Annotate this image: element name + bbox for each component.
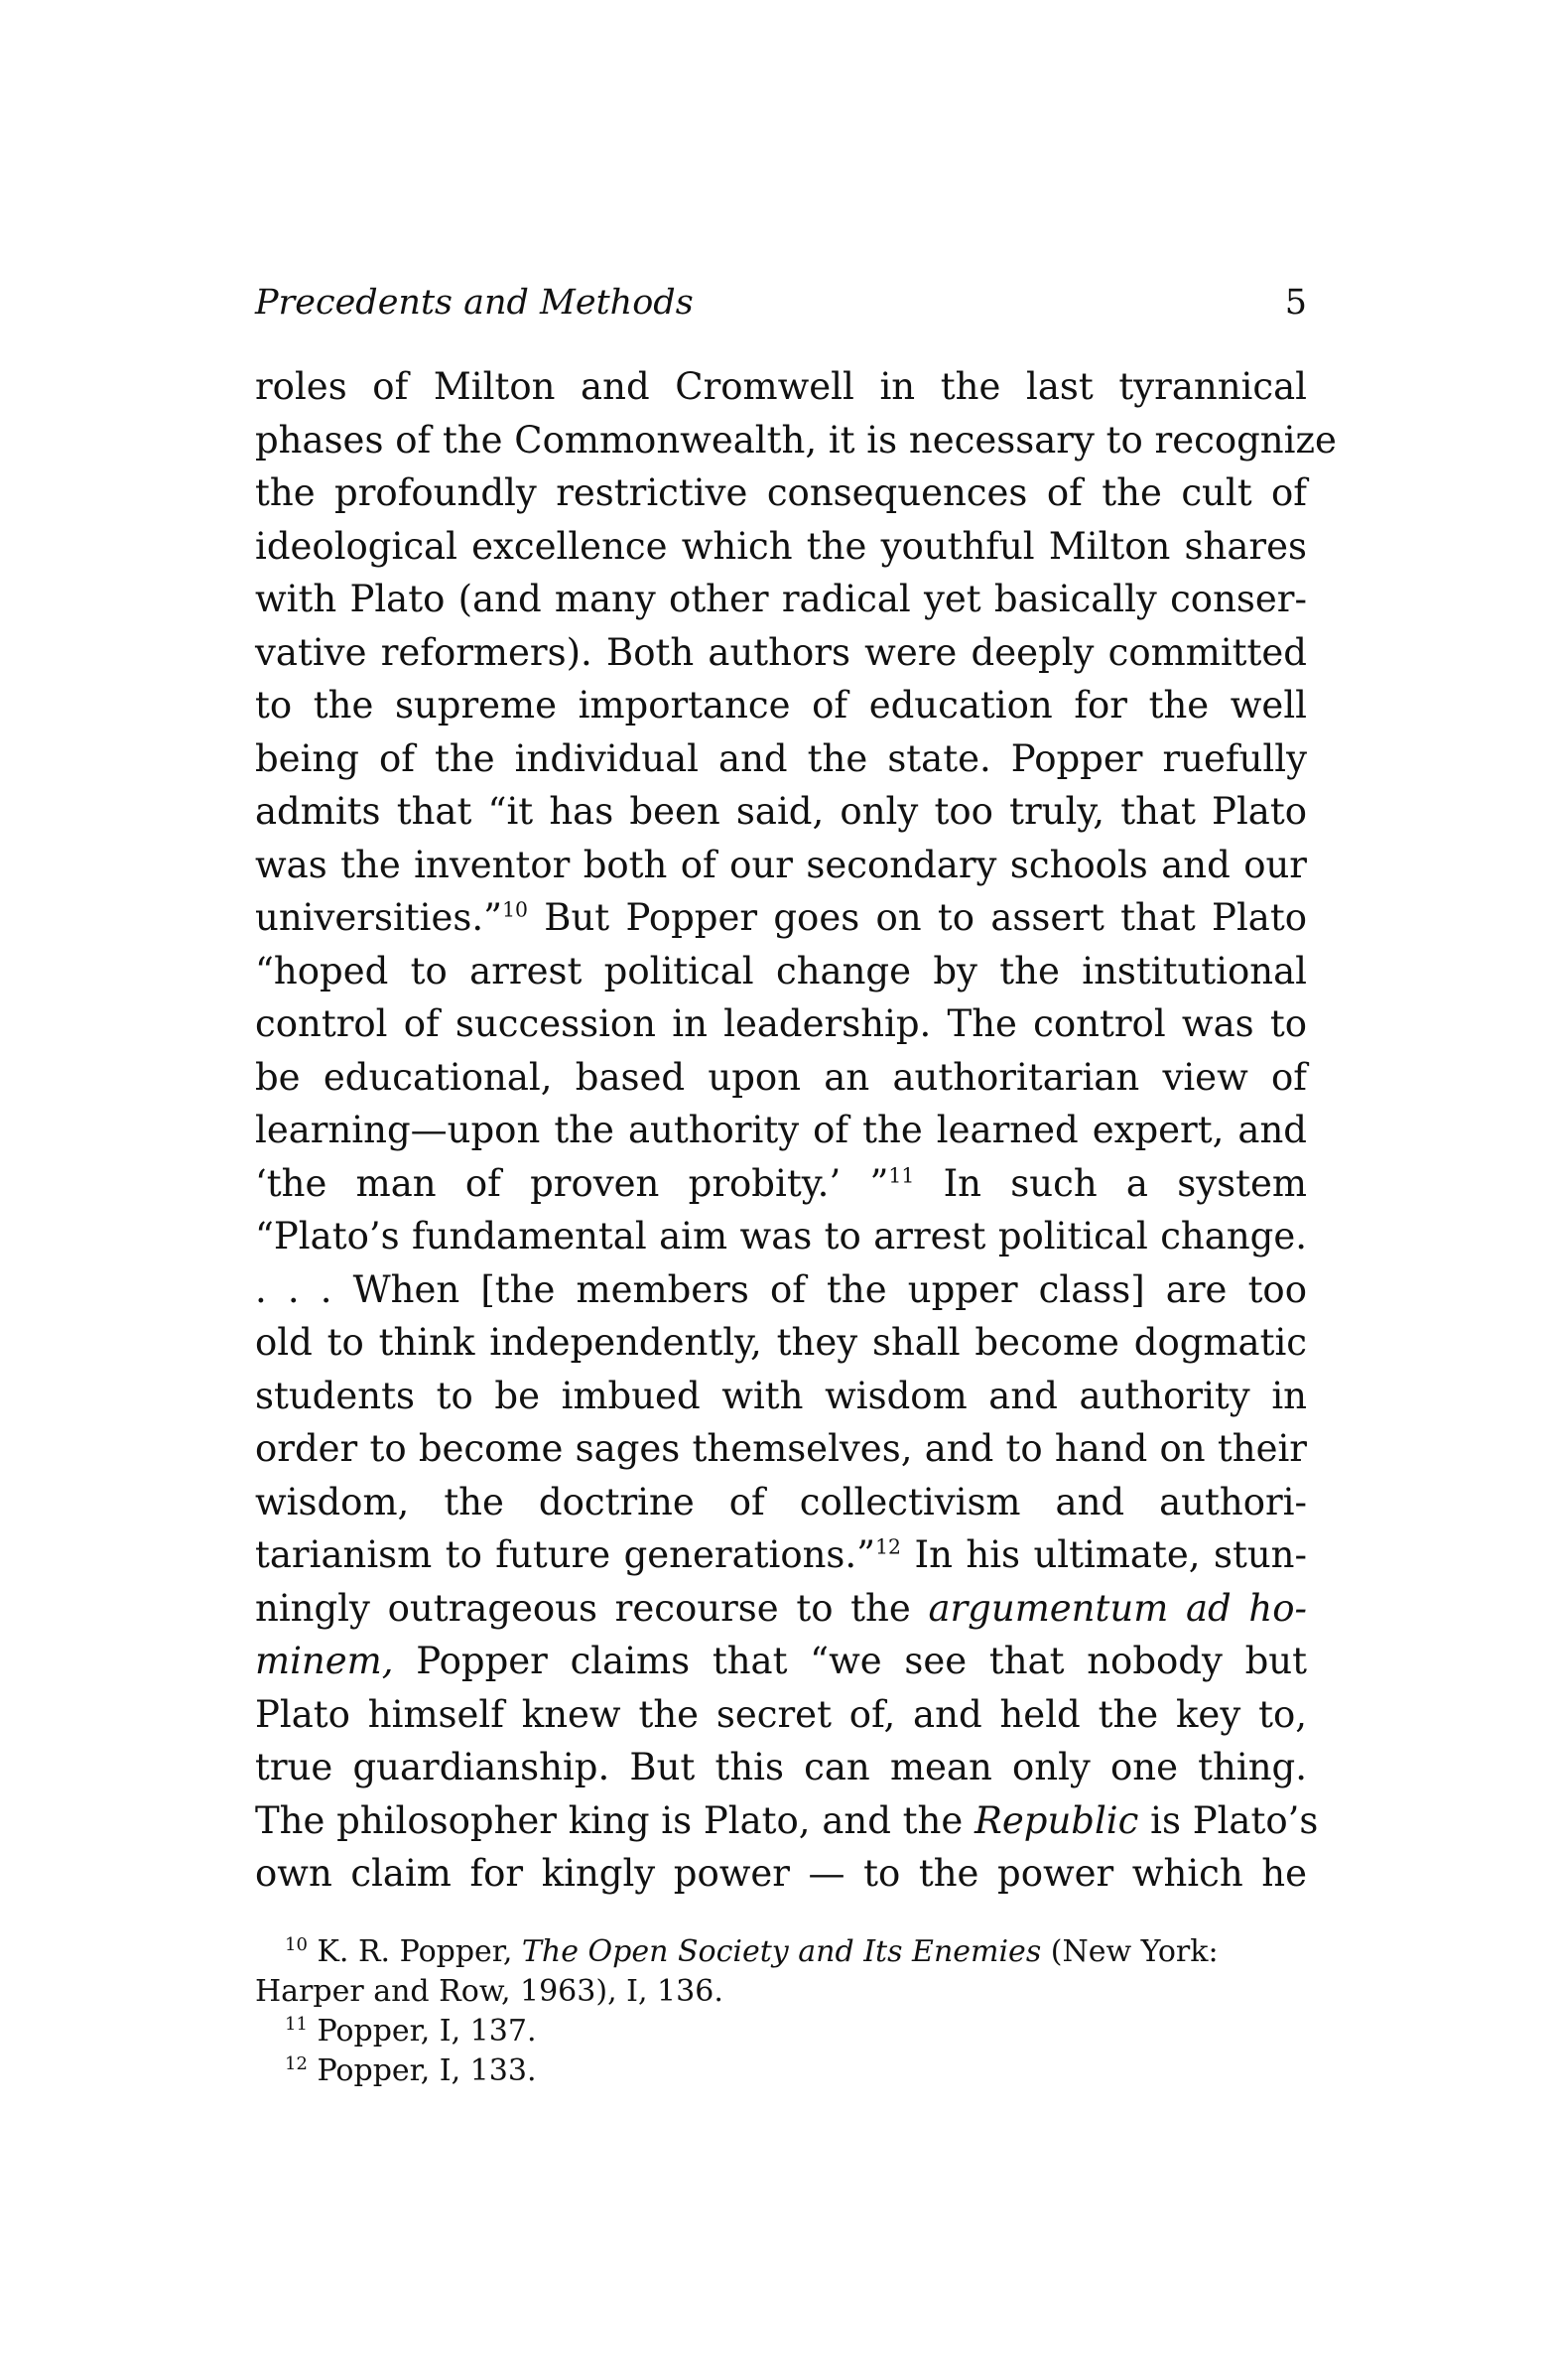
text-fragment: universities.” [255,896,503,939]
footnote-number: 12 [285,2052,308,2074]
footnote-number: 10 [285,1933,308,1955]
text-line: . . . When [the members of the upper class] are too [255,1267,1307,1311]
text-fragment: In his ultimate, stun- [901,1533,1307,1576]
page-number: 5 [1284,283,1307,323]
footnote-ref: 10 [502,897,528,922]
text-fragment: tarianism to future generations.” [255,1533,876,1576]
footnote-text: Popper, I, 137. [317,2013,537,2049]
book-title: The Open Society and Its Enemies [521,1933,1042,1969]
text-fragment: ‘the man of proven probity.’ ” [255,1161,889,1205]
text-line: phases of the Commonwealth, it is necessary to recognize [255,418,1337,462]
text-line: wisdom, the doctrine of collectivism and authori- [255,1480,1307,1523]
text-line: own claim for kingly power — to the power which he [255,1852,1307,1895]
footnote [255,2051,1307,2091]
text-line: ideological excellence which the youthful Milton shares [255,524,1307,568]
text-line: be educational, based upon an authoritarian view of [255,1055,1307,1099]
text-line: old to think independently, they shall become dogmatic [255,1321,1307,1364]
text-line: was the inventor both of our secondary schools and our [255,843,1307,886]
footnotes [255,1932,1307,2091]
footnote-ref: 12 [875,1534,901,1559]
text-line: admits that “it has been said, only too truly, that Plato [255,790,1307,833]
text-line: the profoundly restrictive consequences of the cult of [255,471,1307,514]
text-fragment: ningly outrageous recourse to the [255,1586,911,1630]
text-line [255,1582,1307,1636]
text-line: “hoped to arrest political change by the institutional [255,949,1307,992]
text-fragment: The philosopher king is Plato, and the [255,1798,964,1842]
footnote-text: K. R. Popper, [317,1933,522,1969]
text-line: being of the individual and the state. Popper ruefully [255,736,1307,780]
text-line [255,1157,1307,1211]
text-fragment: In such a system [914,1161,1307,1205]
footnote-text: Popper, I, 133. [317,2052,537,2088]
footnote [255,1932,1307,1972]
text-line: to the supreme importance of education for the well [255,684,1307,727]
text-line [255,1528,1307,1582]
text-line [255,891,1307,945]
text-line: vative reformers). Both authors were deeply committed [255,630,1307,674]
text-fragment: Popper claims that “we see that nobody but [393,1640,1307,1682]
footnote-continuation: Harper and Row, 1963), I, 136. [255,1973,723,2009]
text-line: Plato himself knew the secret of, and held the key to, [255,1692,1307,1736]
text-line: roles of Milton and Cromwell in the last tyrannical [255,365,1307,408]
text-line: control of succession in leadership. The control was to [255,1002,1307,1045]
italic-term: argumentum ad ho- [928,1586,1308,1630]
footnote-number: 11 [285,2013,308,2035]
running-head [255,278,1307,328]
text-line [255,1635,1307,1688]
running-title: Precedents and Methods [255,283,694,323]
text-line: students to be imbued with wisdom and authority in [255,1374,1307,1417]
italic-term: Republic [974,1798,1139,1842]
footnote [255,2012,1307,2051]
text-fragment: is Plato’s [1138,1798,1319,1842]
text-line: with Plato (and many other radical yet basically conser- [255,578,1307,620]
footnote-text: (New York: [1041,1933,1219,1969]
text-line: learning—upon the authority of the learned expert, and [255,1109,1307,1151]
text-line: “Plato’s fundamental aim was to arrest political change. [255,1215,1307,1257]
page [255,278,1337,2091]
text-line: order to become sages themselves, and to hand on their [255,1427,1307,1470]
text-fragment: But Popper goes on to assert that Plato [527,896,1307,939]
text-line: true guardianship. But this can mean only one thing. [255,1746,1307,1788]
body-paragraph [255,360,1337,1901]
italic-term: minem, [255,1640,394,1682]
text-line [255,1794,1319,1848]
footnote-ref: 11 [888,1163,915,1188]
